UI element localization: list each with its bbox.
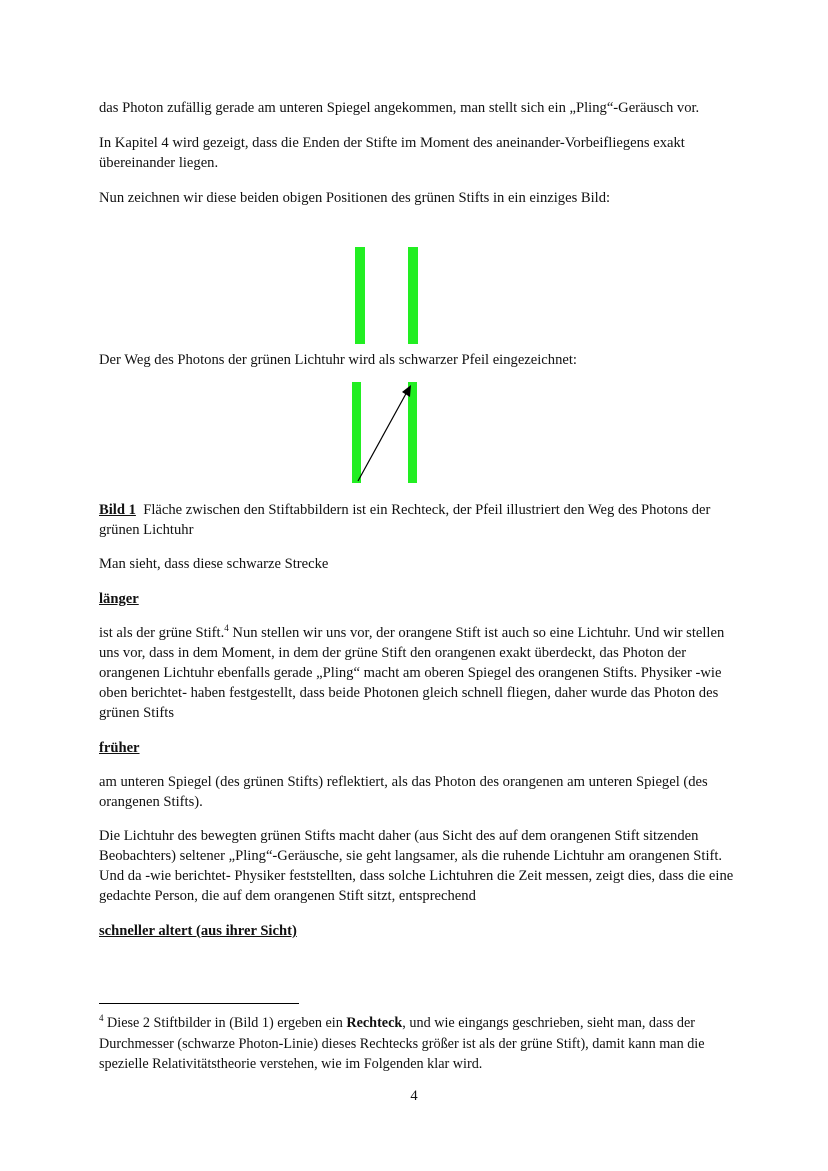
emphasis-schneller: schneller altert (aus ihrer Sicht) [99, 923, 297, 939]
photon-arrow [352, 382, 418, 483]
paragraph-6: Man sieht, dass diese schwarze Strecke [99, 556, 329, 572]
figure-caption [99, 500, 739, 540]
page-number: 4 [410, 1088, 418, 1104]
emphasis-laenger: länger [99, 591, 139, 607]
paragraph-4: Der Weg des Photons der grünen Lichtuhr wird als schwarzer Pfeil eingezeichnet: [99, 352, 577, 368]
green-pen-left [355, 247, 365, 344]
paragraph-2: In Kapitel 4 wird gezeigt, dass die Enden der Stifte im Moment des aneinander-Vorbeifliegens exakt übereinander liegen. [99, 135, 685, 171]
photon-path-figure [352, 382, 418, 483]
footnote-ref: 4 [224, 623, 229, 633]
paragraph-1: das Photon zufällig gerade am unteren Spiegel angekommen, man stellt sich ein „Pling“-Geräusch vor. [99, 100, 700, 116]
paragraph-11: Die Lichtuhr des bewegten grünen Stifts macht daher (aus Sicht des auf dem orangenen Stift sitzenden Beobachters) seltener „Pling“-Geräusche, sie geht langsamer, als die ruhende Lichtuhr am orangenen Stift. Und da -wie berichtet- Physiker feststellten, dass solche Lichtuhren die Zeit messen, zeigt dies, dass die eine gedachte Person, die auf dem orangenen Stift sitzt, entsprechend [99, 828, 734, 904]
caption-label: Bild 1 [99, 502, 136, 518]
pen-positions-figure [355, 247, 419, 344]
paragraph-3: Nun zeichnen wir diese beiden obigen Positionen des grünen Stifts in ein einziges Bild: [99, 190, 611, 206]
green-pen-right [408, 247, 418, 344]
paragraph-10: am unteren Spiegel (des grünen Stifts) reflektiert, als das Photon des orangenen am unteren Spiegel (des orangenen Stifts). [99, 774, 708, 810]
footnote: $^4$ Diese 2 Stiftbilder in (Bild 1) ergeben ein Rechteck, und wie eingangs geschrieben, sieht man, dass der Durchmesser (schwarze Photon-Linie) dieses Rechtecks größer ist als der grüne Stift), damit kann man die spezielle Relativitätstheorie verstehen, wie im Folgenden klar wird. [99, 1013, 705, 1072]
emphasis-frueher: früher [99, 740, 140, 756]
footnote-divider [99, 1003, 299, 1004]
paragraph-8: ist als der grüne Stift.$^4$ Nun stellen wir uns vor, der orangene Stift ist auch so eine Lichtuhr. Und wir stellen uns vor, dass in dem Moment, in dem der grüne Stift den orangenen exakt überdeckt, das Photon der orangenen Lichtuhr ebenfalls gerade „Pling“ macht am oberen Spiegel des orangenen Stifts. Physiker -wie oben berichtet- haben festgestellt, dass beide Photonen gleich schnell fliegen, daher wurde das Photon des grünen Stifts [99, 623, 725, 721]
caption-text: Fläche zwischen den Stiftabbildern ist ein Rechteck, der Pfeil illustriert den Weg des Photons der grünen Lichtuhr [99, 502, 711, 538]
